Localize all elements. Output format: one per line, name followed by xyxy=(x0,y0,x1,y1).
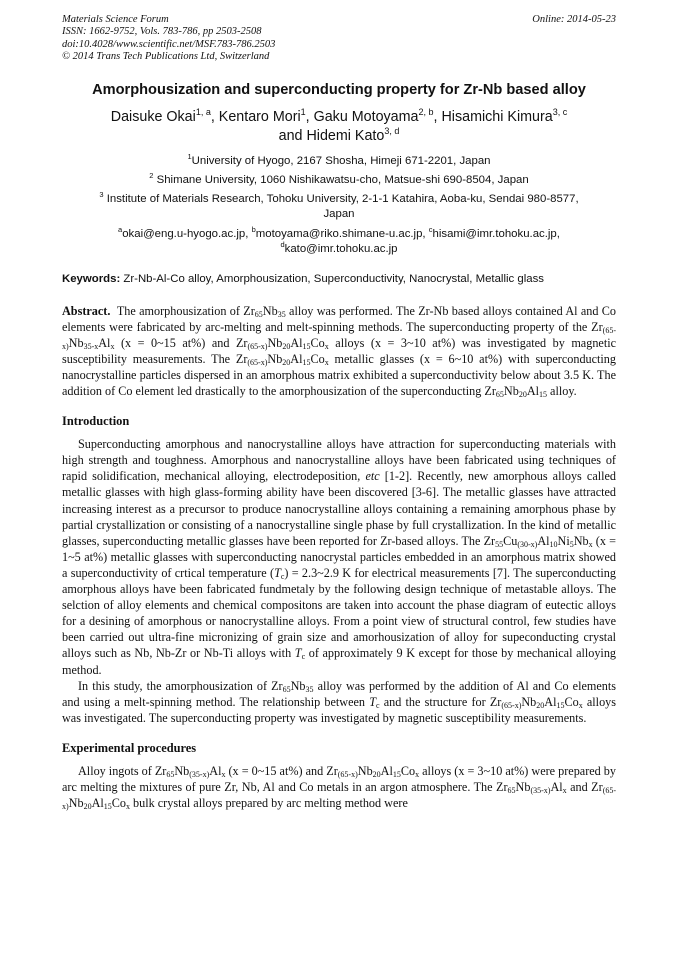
subscript: (65-x) xyxy=(62,785,617,812)
subscript: 35 xyxy=(305,684,314,694)
author-sup: 3, c xyxy=(552,106,568,117)
affiliation-text: Institute of Materials Research, Tohoku University, 2-1-1 Katahira, Aoba-ku, Sendai 980-8577, xyxy=(106,192,579,205)
text-run: Co xyxy=(310,335,325,350)
subscript: 65 xyxy=(166,769,175,779)
subscript: 35-x xyxy=(83,341,99,351)
subscript: x xyxy=(415,769,420,779)
affiliation-sup: 1 xyxy=(187,151,192,161)
text-run: (x = 0~15 at%) and Zr xyxy=(225,763,338,778)
subscript: 15 xyxy=(302,357,311,367)
text-run: (x = 1~5 at%) metallic glasses with superconducting nanocrystal particles embedded in an amorphous matrix showed a superconductivity of crtical temperature ( xyxy=(62,533,616,580)
text-run: [1-2]. Recently, new amorphous alloys called metallic glasses with high glass-forming ability have been discovered [3-6]. The metallic glasses have attracted increasing interest as a precursor to produce nanocrystalline alloys containing a remaining amorphous phase by partial crystallization or consisting of a nanocrystalline single phase by full crystallization. In the kind of metallic glasses, superconducting metallic glasses have been reported for Zr-based alloys. The Zr xyxy=(62,469,616,548)
affiliation-sup: 3 xyxy=(99,189,104,199)
subscript: 15 xyxy=(103,802,112,812)
text-run: Ni xyxy=(557,533,570,548)
affiliation-3 xyxy=(62,189,616,222)
text-run: bulk crystal alloys prepared by arc melting method were xyxy=(130,796,408,811)
introduction-paragraph-1 xyxy=(62,436,616,677)
subscript: 15 xyxy=(556,700,565,710)
subscript: 15 xyxy=(539,390,547,400)
subscript: 55 xyxy=(495,539,504,549)
text-run: Nb xyxy=(515,779,531,794)
subscript: (30-x) xyxy=(517,539,538,549)
text-run: T xyxy=(294,646,302,661)
author-name: Gaku Motoyama xyxy=(313,108,419,125)
text-run: Co xyxy=(310,351,325,366)
author-sup: 3, d xyxy=(384,125,400,136)
text-run: Al xyxy=(98,335,111,350)
text-run: Al xyxy=(526,384,539,399)
text-run: Nb xyxy=(521,694,537,709)
text-run: alloys (x = 3~10 at%) was investigated by magnetic susceptibility measurements. The Zr xyxy=(62,335,616,366)
subscript: 20 xyxy=(518,390,527,400)
text-run: Co xyxy=(564,694,579,709)
journal-header xyxy=(62,14,616,64)
subscript: x xyxy=(578,700,583,710)
affiliation-2 xyxy=(62,170,616,188)
text-run: Nb xyxy=(68,335,84,350)
subscript: (65-x) xyxy=(337,769,358,779)
text-run: Nb xyxy=(573,533,589,548)
text-run: Nb xyxy=(357,763,373,778)
keywords-text: Zr-Nb-Al-Co alloy, Amorphousization, Superconductivity, Nanocrystal, Metallic glass xyxy=(123,272,544,285)
subscript: (65-x) xyxy=(247,341,268,351)
subscript: 15 xyxy=(302,341,311,351)
author-name: Hisamichi Kimura xyxy=(441,108,553,125)
subscript: 10 xyxy=(549,539,558,549)
email-sup: d xyxy=(280,239,285,249)
text-run: Al xyxy=(537,533,550,548)
subscript: (65-x) xyxy=(62,325,616,351)
text-run: Al xyxy=(544,694,557,709)
subscript: 20 xyxy=(282,357,291,367)
subscript: 5 xyxy=(569,539,574,549)
text-run: alloy was performed by the addition of Al and Co elements and using a melt-spinning method. The relationship between xyxy=(62,678,616,709)
author-name: Daisuke Okai xyxy=(110,108,196,125)
keywords xyxy=(62,272,616,287)
text-run: and the structure for Zr xyxy=(379,694,502,709)
text-run: (x = 0~15 at%) and Zr xyxy=(114,335,248,350)
author-name: Hidemi Kato xyxy=(306,127,385,144)
text-run: Al xyxy=(380,763,393,778)
text-run: Nb xyxy=(262,303,278,318)
affiliation-1 xyxy=(62,151,616,169)
subscript: 35 xyxy=(277,309,286,319)
subscript: 65 xyxy=(495,390,504,400)
subscript: 20 xyxy=(282,341,291,351)
paper-page xyxy=(62,14,616,811)
subscript: 65 xyxy=(282,684,291,694)
subscript: (35-x) xyxy=(189,769,210,779)
text-run: In this study, the amorphousization of Zr xyxy=(78,678,283,693)
text-run: T xyxy=(369,694,376,709)
subscript: 15 xyxy=(392,769,401,779)
text-run: Al xyxy=(290,335,303,350)
subscript: c xyxy=(280,571,285,581)
text-run: T xyxy=(274,565,281,580)
subscript: x xyxy=(324,341,329,351)
text-run: Nb xyxy=(174,763,190,778)
subscript: x xyxy=(221,769,226,779)
email-link[interactable]: hisami@imr.tohoku.ac.jp, xyxy=(432,227,560,240)
section-heading-introduction: Introduction xyxy=(62,414,130,429)
text-run: Superconducting amorphous and nanocrystalline alloys have attraction for superconducting materials with high strength and toughness. Amorphous and nanocrystalline alloys have been fabricated using techniques of rapid solidification, mechanical alloying, electrodeposition, xyxy=(62,437,616,484)
subscript: x xyxy=(110,341,115,351)
online-date: Online: 2014-05-23 xyxy=(532,14,616,25)
subscript: (65-x) xyxy=(247,357,268,367)
text-run: metallic glasses (x = 6~10 at%) with superconducting nanocrystalline particles dispersed in an amorphous matrix exhibited a superconductivity below about 3.5 K. The addition of Co element led drastically to the amorphousization of the superconducting Zr xyxy=(62,351,616,399)
email-sup: c xyxy=(428,224,433,234)
copyright-line: © 2014 Trans Tech Publications Ltd, Switzerland xyxy=(62,51,270,63)
text-run: Al xyxy=(91,796,104,811)
abstract-paragraph xyxy=(62,303,616,400)
affiliation-text: Japan xyxy=(323,207,355,220)
affiliation-text: Shimane University, 1060 Nishikawatsu-cho, Matsue-shi 690-8504, Japan xyxy=(156,173,529,186)
text-run: Nb xyxy=(68,796,84,811)
paper-title: Amorphousization and superconducting property for Zr-Nb based alloy xyxy=(92,81,586,98)
subscript: 20 xyxy=(536,700,545,710)
email-link[interactable]: motoyama@riko.shimane-u.ac.jp, xyxy=(255,227,426,240)
text-run: ) = 2.3~2.9 K for electrical measurements [7]. The superconducting amorphous alloys have been fabricated fundmetaly by the following design technique of metastable alloys. The selction of alloy elements and chemical compositons are taken into account the phase diagram of eutectic alloys for a desining of amorphous or nanocrystalline alloys. From a point view of structural control, few studies have been carried out ultra-fine micronizing of grain size and amorhousization of alloy for supeconducting crystal alloys such as Nb, Nb-Zr or Nb-Ti alloys with xyxy=(62,565,616,661)
email-sup: b xyxy=(251,224,256,234)
text-run: Al xyxy=(290,351,303,366)
abstract-label: Abstract. xyxy=(62,303,111,318)
text-run: Nb xyxy=(267,351,283,366)
text-run: alloy. xyxy=(547,384,577,399)
subscript: x xyxy=(126,802,130,812)
text-run: Nb xyxy=(290,678,306,693)
text-run: Al xyxy=(209,763,222,778)
author-and: and xyxy=(278,127,303,144)
subscript: 65 xyxy=(254,309,263,319)
text-run: Cu xyxy=(503,533,518,548)
email-list xyxy=(62,224,616,257)
subscript: x xyxy=(324,357,329,367)
author-sup: 2, b xyxy=(418,106,434,117)
subscript: 20 xyxy=(372,769,381,779)
author-name: Kentaro Mori xyxy=(218,108,301,125)
section-heading-experimental: Experimental procedures xyxy=(62,740,197,755)
text-run: Al xyxy=(550,779,563,794)
journal-name: Materials Science Forum xyxy=(62,14,169,25)
subscript: (35-x) xyxy=(530,785,551,795)
text-run: alloys was investigated. The superconducting property was investigated by magnetic susceptibility measurements. xyxy=(62,694,616,725)
issn-line: ISSN: 1662-9752, Vols. 783-786, pp 2503-2508 xyxy=(62,26,262,38)
experimental-paragraph xyxy=(62,763,616,811)
text-run: Nb xyxy=(503,384,519,399)
subscript: c xyxy=(301,652,306,662)
author-sup: 1 xyxy=(300,106,306,117)
subscript: x xyxy=(588,539,593,549)
text-run: Alloy ingots of Zr xyxy=(78,763,167,778)
email-sup: a xyxy=(118,224,123,234)
text-run: Co xyxy=(111,796,126,811)
email-link[interactable]: okai@eng.u-hyogo.ac.jp, xyxy=(122,227,249,240)
text-run: and Zr xyxy=(566,779,603,794)
text-run: alloys (x = 3~10 at%) were prepared by arc melting the mixtures of pure Zr, Nb, Al and Co metals in an argon atmosphere. The Zr xyxy=(62,763,616,794)
affiliation-text: University of Hyogo, 2167 Shosha, Himeji 671-2201, Japan xyxy=(191,154,491,167)
text-run: Co xyxy=(400,763,416,778)
email-link[interactable]: kato@imr.tohoku.ac.jp xyxy=(284,242,398,255)
subscript: x xyxy=(562,785,567,795)
introduction-paragraph-2 xyxy=(62,678,616,726)
subscript: 20 xyxy=(83,802,92,812)
subscript: (65-x) xyxy=(501,700,522,710)
affiliation-sup: 2 xyxy=(149,170,154,180)
text-run: of approximately 9 K except for those by mechanical alloying method. xyxy=(62,646,617,677)
keywords-label: Keywords: xyxy=(62,272,121,285)
text-run: Nb xyxy=(267,335,283,350)
text-run: The amorphousization of Zr xyxy=(116,303,255,318)
subscript: 65 xyxy=(507,785,516,795)
subscript: c xyxy=(375,700,380,710)
author-sup: 1, a xyxy=(195,106,211,117)
doi-line: doi:10.4028/www.scientific.net/MSF.783-786.2503 xyxy=(62,38,276,50)
text-run: etc xyxy=(365,469,380,484)
author-list: Daisuke Okai$^{1, a}$, Kentaro Mori$^1$, Gaku Motoyama$^{2, b}$, Hisamichi Kimura$^{3, c}$ and Hidemi Kato$^{3, d}$ xyxy=(110,106,568,144)
text-run: alloy was performed. The Zr-Nb based alloys contained Al and Co elements were fabricated by arc-melting and melt-spinning methods. The superconducting property of the Zr xyxy=(62,303,617,334)
